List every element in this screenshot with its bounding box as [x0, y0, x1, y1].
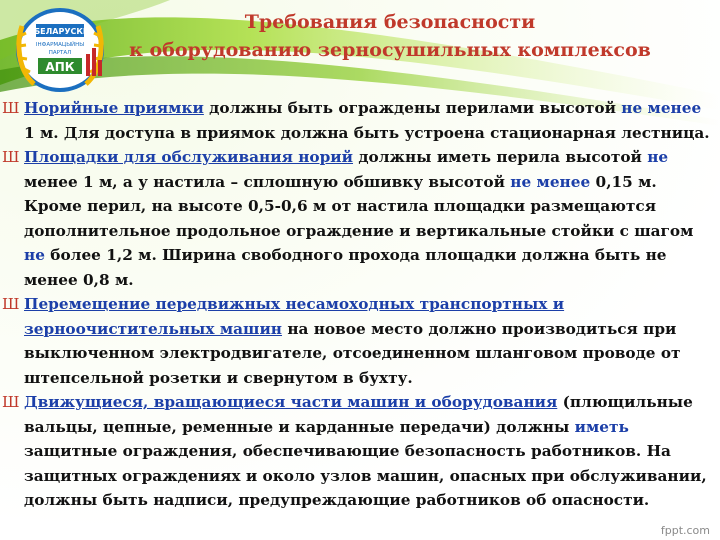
list-item — [0, 96, 716, 145]
bullet-marker: Ш — [2, 393, 20, 411]
watermark: fppt.com — [660, 524, 710, 537]
item-subject: Норийные приямки — [24, 99, 204, 117]
requirements-list — [0, 96, 716, 513]
item-subject: Движущиеся, вращающиеся части машин и оборудования — [24, 393, 558, 411]
item-subject: Перемещение передвижных несамоходных транспортных и зерноочистительных машин — [24, 295, 565, 338]
item-text: менее 1 м, а у настила – сплошную обшивку высотой — [24, 172, 511, 191]
list-item — [0, 292, 716, 390]
item-text: должны иметь перила высотой — [353, 148, 648, 166]
bullet-marker: Ш — [2, 295, 20, 313]
item-emphasis: не — [647, 148, 669, 166]
list-item — [0, 390, 716, 513]
page-title: Требования безопасности — [244, 11, 536, 33]
item-text: (плющильные вальцы, цепные, ременные и карданные передачи) должны — [24, 393, 693, 436]
item-emphasis: иметь — [574, 417, 629, 436]
item-emphasis: не менее — [621, 99, 702, 117]
logo-line1: БЕЛАРУСКІ — [34, 27, 86, 36]
item-emphasis: не — [24, 246, 45, 264]
list-item — [0, 145, 716, 292]
item-text: защитные ограждения, обеспечивающие безопасность работников. На защитных ограждениях и около узлов машин, опасных при обслуживании, должны быть надписи, предупреждающие работников об опасности. — [24, 442, 707, 509]
logo-line2: ІНФАРМАЦЫЙНЫ — [35, 42, 85, 48]
bullet-marker: Ш — [2, 99, 20, 117]
bullet-marker: Ш — [2, 148, 20, 166]
item-text: на новое место должно производиться при выключенном электродвигателе, отсоединенном шланговом проводе от штепсельной розетки и свернутом в бухту. — [24, 319, 681, 387]
item-subject: Площадки для обслуживания норий — [24, 148, 354, 166]
item-text: 1 м. Для доступа в приямок должна быть устроена стационарная лестница. — [24, 123, 710, 142]
item-text: должны быть ограждены перилами высотой — [203, 99, 622, 117]
logo-line4: АПК — [45, 60, 75, 74]
item-text: 0,15 м. Кроме перил, на высоте 0,5-0,6 м от настила площадки размещаются дополнительное продольное ограждение и вертикальные стойки с шагом — [24, 172, 694, 240]
item-emphasis: не менее — [510, 172, 591, 191]
item-text: более 1,2 м. Ширина свободного прохода площадки должна быть не менее 0,8 м. — [24, 246, 667, 289]
logo-line3: ПАРТАЛ — [48, 50, 72, 56]
page-subtitle: к оборудованию зерносушильных комплексов — [129, 39, 651, 61]
